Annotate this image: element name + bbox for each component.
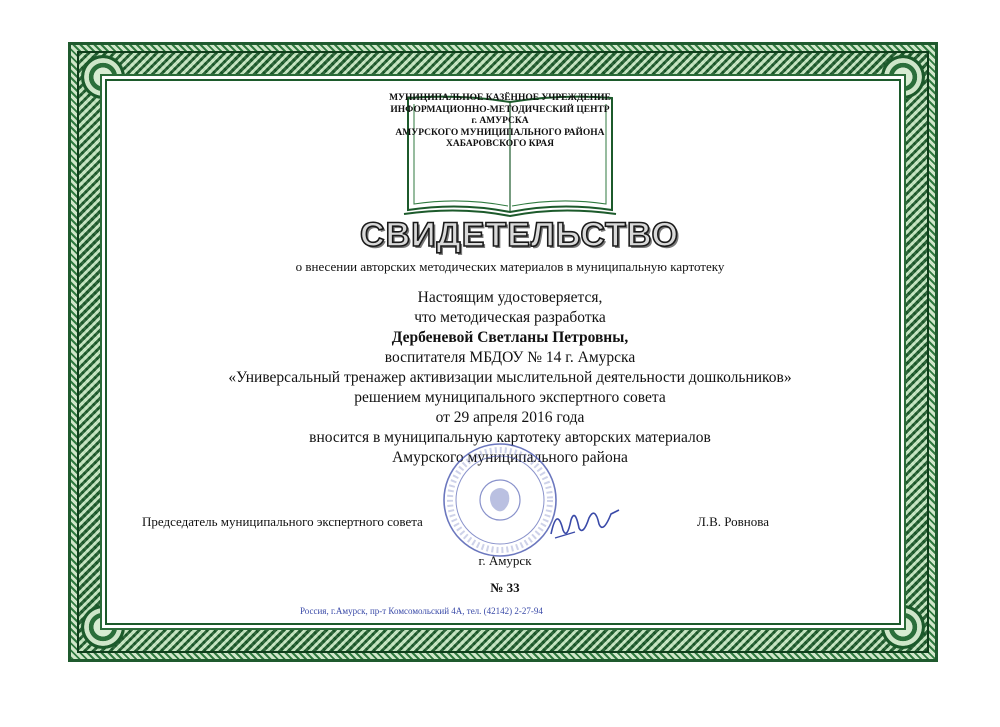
organization-line: АМУРСКОГО МУНИЦИПАЛЬНОГО РАЙОНА — [395, 127, 605, 138]
official-seal — [440, 440, 560, 560]
body-line: вносится в муниципальную картотеку авторских материалов — [309, 429, 711, 446]
work-title: «Универсальный тренажер активизации мыслительной деятельности дошкольников» — [228, 369, 792, 386]
decision-date: от 29 апреля 2016 года — [435, 409, 585, 426]
certificate-subtitle: о внесении авторских методических материалов в муниципальную картотеку — [295, 259, 725, 274]
organization-header — [380, 93, 620, 151]
author-name: Дербеневой Светланы Петровны, — [391, 329, 629, 346]
organization-line: г. АМУРСКА — [471, 116, 529, 126]
handwritten-signature — [545, 500, 625, 545]
address-stamp: Россия, г.Амурск, пр-т Комсомольский 4А, тел. (42142) 2-27-94 — [300, 606, 543, 616]
chairman-name: Л.В. Ровнова — [697, 514, 769, 529]
certificate-title: СВИДЕТЕЛЬСТВО — [360, 216, 679, 254]
organization-line: МУНИЦИПАЛЬНОЕ КАЗЁННОЕ УЧРЕЖДЕНИЕ — [389, 93, 611, 103]
organization-line: ИНФОРМАЦИОННО-МЕТОДИЧЕСКИЙ ЦЕНТР — [390, 104, 610, 115]
chairman-label: Председатель муниципального экспертного совета — [142, 514, 423, 529]
organization-line: ХАБАРОВСКОГО КРАЯ — [446, 139, 554, 149]
body-line: что методическая разработка — [414, 309, 606, 326]
author-position: воспитателя МБДОУ № 14 г. Амурска — [384, 349, 636, 366]
body-line: Настоящим удостоверяется, — [417, 289, 603, 306]
body-line: решением муниципального экспертного совета — [354, 389, 666, 406]
body-line: Амурского муниципального района — [392, 449, 628, 466]
certificate-number: № 33 — [490, 580, 520, 595]
issue-city: г. Амурск — [478, 553, 532, 568]
